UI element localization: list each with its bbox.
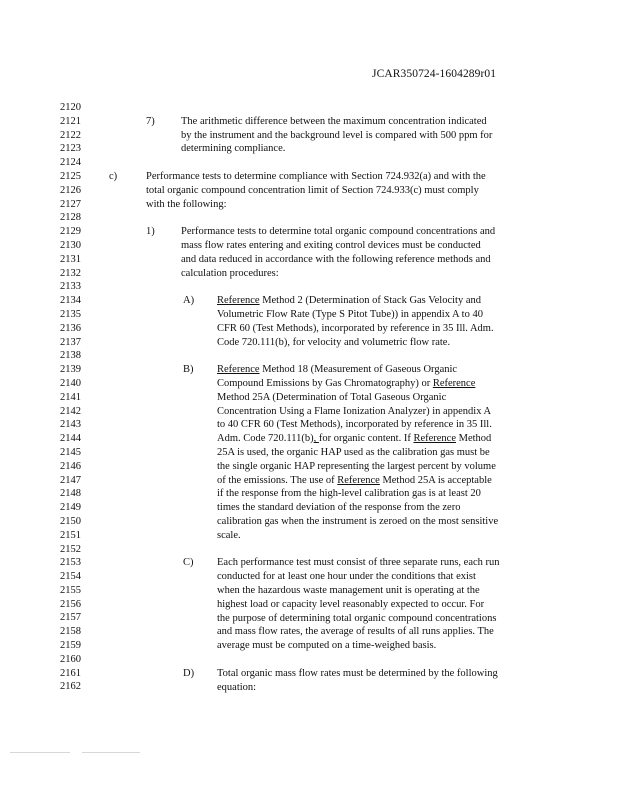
item-c-upper-marker: C) [183,557,194,569]
text-line: calibration gas when the instrument is zeroed on the most sensitive [217,515,499,527]
text-line: 25A is used, the organic HAP used as the calibration gas must be [217,446,490,458]
text-line: to 40 CFR 60 (Test Methods), incorporated by reference in 35 Ill. [217,419,492,431]
line-number: 2126 [60,184,81,196]
line-number: 2125 [60,170,81,182]
line-number: 2138 [60,350,81,362]
line-number: 2136 [60,322,81,334]
text-line: equation: [217,681,257,693]
text-line: times the standard deviation of the response from the zero [217,502,461,514]
line-number: 2141 [60,391,81,403]
line-number: 2145 [60,446,81,458]
line-number: 2157 [60,612,81,624]
text-line: the purpose of determining total organic compound concentrations [217,612,497,624]
item-b-marker: B) [183,364,194,376]
line-number: 2160 [60,653,81,665]
line-number: 2137 [60,336,81,348]
line-number: 2162 [60,681,81,693]
text-line: scale. [217,529,241,541]
text-line: Adm. Code 720.111(b), for organic content. If Reference Method [217,433,492,445]
text-line: Performance tests to determine compliance with Section 724.932(a) and with the [146,171,486,182]
line-number: 2154 [60,571,81,583]
line-number: 2139 [60,364,81,376]
text-line: Concentration Using a Flame Ionization Analyzer) in appendix A [217,405,492,417]
text-line: and data reduced in accordance with the following reference methods and [181,253,491,265]
line-number: 2122 [60,129,81,141]
line-number: 2155 [60,584,81,596]
line-number: 2147 [60,474,81,486]
item-b-text [217,363,498,542]
line-number: 2148 [60,488,81,500]
item-c-marker: c) [109,171,118,182]
text-line: Total organic mass flow rates must be determined by the following [217,668,498,679]
line-number: 2146 [60,460,81,472]
line-number: 2152 [60,543,81,555]
line-number: 2143 [60,419,81,431]
line-number: 2133 [60,281,81,293]
line-number: 2142 [60,405,81,417]
item-7-marker: 7) [146,115,155,127]
line-number: 2134 [60,295,81,307]
reference-underlined: Reference [217,364,260,376]
reference-underlined: Reference [217,295,260,307]
line-number: 2161 [60,667,81,679]
item-1-marker: 1) [146,226,155,238]
text-line: Each performance test must consist of three separate runs, each run [217,557,500,569]
text-line: when the hazardous waste management unit is operating at the [217,584,480,596]
text-line: with the following: [146,198,227,210]
text-line: Reference Method 18 (Measurement of Gaseous Organic [217,364,458,376]
text-line: and mass flow rates, the average of results of all runs applies. The [217,626,494,638]
text-line: CFR 60 (Test Methods), incorporated by reference in 35 Ill. Adm. [217,322,494,334]
line-number: 2128 [60,212,81,224]
text-line: of the emissions. The use of Reference Method 25A is acceptable [217,474,492,486]
line-number: 2130 [60,239,81,251]
footer-divider [10,752,70,753]
line-number: 2151 [60,529,81,541]
line-number: 2129 [60,226,81,238]
text-line: Reference Method 2 (Determination of Stack Gas Velocity and [217,295,481,307]
item-c-text [146,170,486,211]
item-c-upper-text [217,556,500,653]
text-line: The arithmetic difference between the maximum concentration indicated [181,115,487,127]
text-line: Volumetric Flow Rate (Type S Pitot Tube)) in appendix A to 40 [217,308,483,320]
footer-divider [82,752,140,753]
document-id-header: JCAR350724-1604289r01 [372,68,497,80]
line-number: 2127 [60,198,81,210]
line-number: 2144 [60,433,81,445]
text-line: conducted for at least one hour under the conditions that exist [217,571,476,583]
item-d-marker: D) [183,668,195,679]
line-number: 2153 [60,557,81,569]
line-number: 2159 [60,640,81,652]
line-number: 2123 [60,143,81,155]
text-line: Compound Emissions by Gas Chromatography) or Reference [217,377,476,389]
reference-underlined: Reference [337,474,380,486]
text-line: highest load or capacity level reasonably expected to occur. For [217,598,485,610]
line-number: 2156 [60,598,81,610]
text-line: Performance tests to determine total organic compound concentrations and [181,226,496,238]
text-line: average must be computed on a time-weighed basis. [217,640,437,652]
item-a-marker: A) [183,295,195,307]
line-number-column [60,101,81,694]
line-number: 2121 [60,115,81,127]
text-line: mass flow rates entering and exiting control devices must be conducted [181,239,481,251]
item-7-text [181,115,492,156]
text-line: total organic compound concentration limit of Section 724.933(c) must comply [146,184,479,196]
text-line: determining compliance. [181,143,286,155]
line-number: 2131 [60,253,81,265]
line-number: 2149 [60,502,81,514]
text-line: by the instrument and the background level is compared with 500 ppm for [181,129,493,141]
item-1-text [181,225,495,280]
text-line: the single organic HAP representing the largest percent by volume [217,460,496,472]
line-number: 2135 [60,308,81,320]
line-number: 2158 [60,626,81,638]
item-a-text [217,294,494,349]
reference-underlined: Reference [432,377,476,389]
reference-underlined: Reference [413,433,457,445]
item-d-text [217,667,498,695]
line-number: 2132 [60,267,81,279]
text-line: Code 720.111(b), for velocity and volumetric flow rate. [217,336,451,348]
line-number: 2140 [60,377,81,389]
line-number: 2150 [60,515,81,527]
text-line: Method 25A (Determination of Total Gaseous Organic [217,391,447,403]
text-line: if the response from the high-level calibration gas is at least 20 [217,488,481,500]
line-number: 2120 [60,102,81,113]
text-line: calculation procedures: [181,267,279,279]
line-number: 2124 [60,157,81,169]
